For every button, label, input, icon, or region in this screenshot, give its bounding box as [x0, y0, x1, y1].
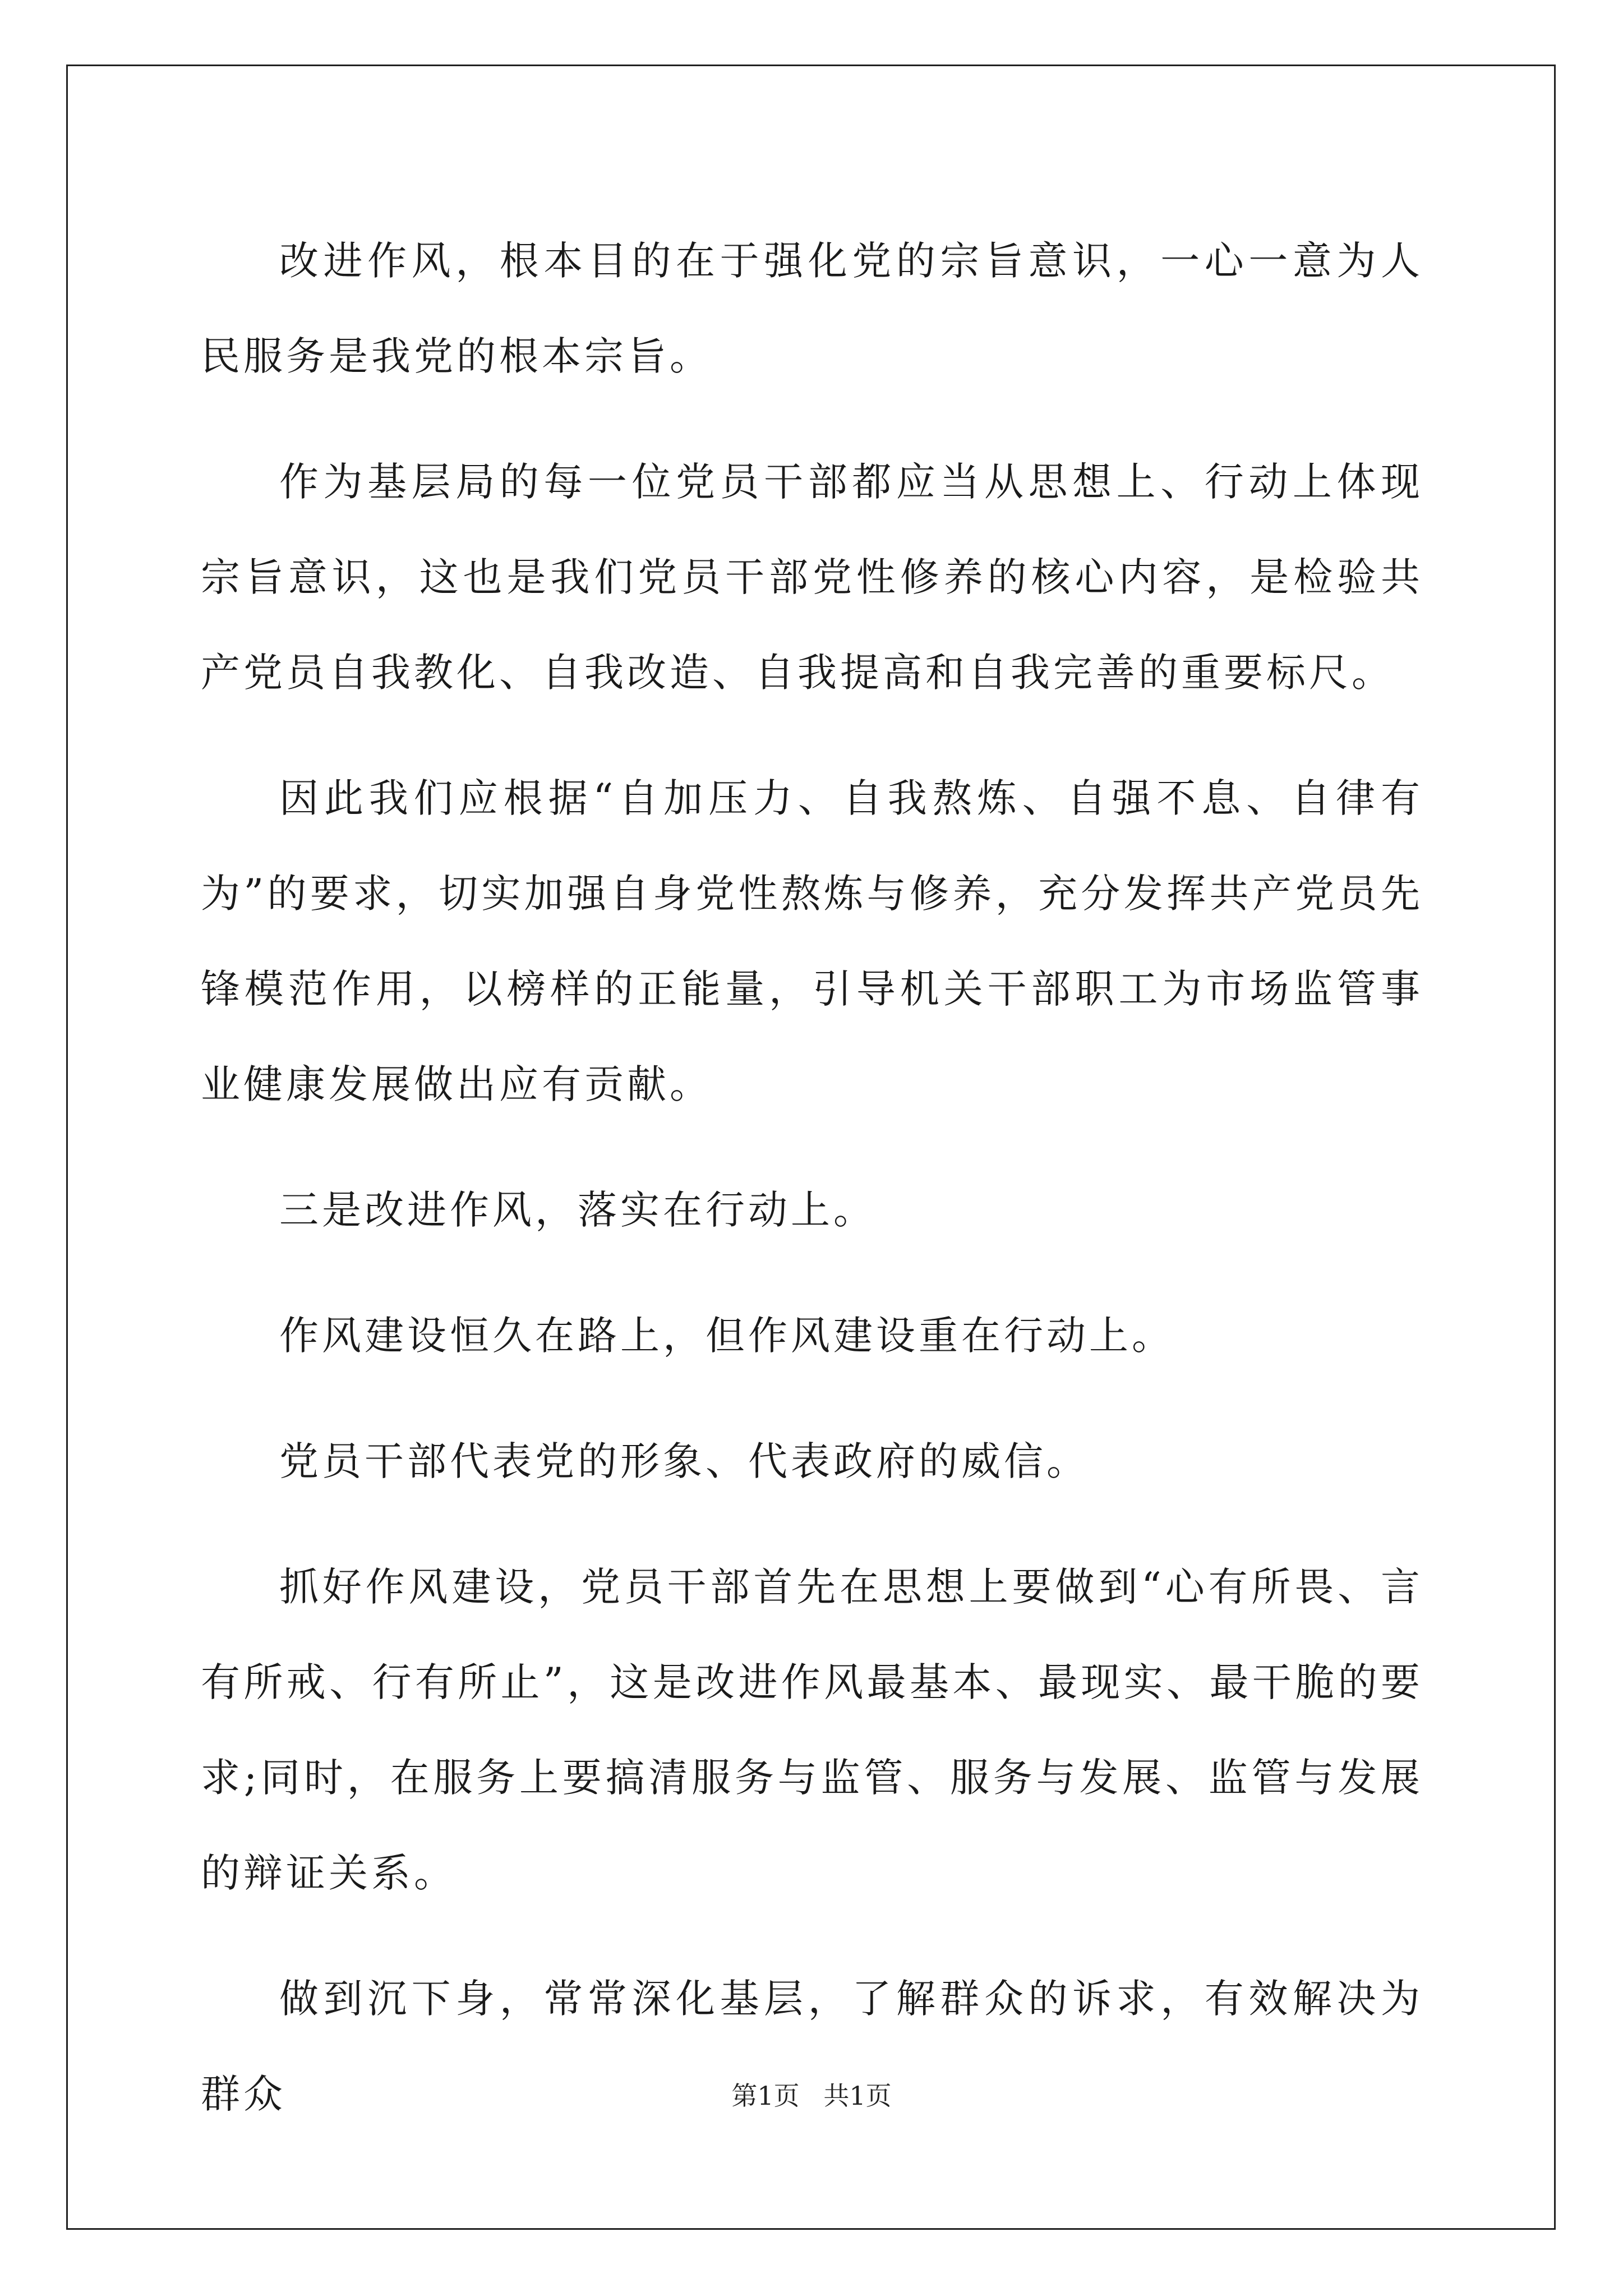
- page-footer: [0, 2076, 1623, 2113]
- paragraph: 作为基层局的每一位党员干部都应当从思想上、行动上体现宗旨意识，这也是我们党员干部党性修养的核心内容，是检验共产党员自我教化、自我改造、自我提高和自我完善的重要标尺。: [201, 459, 1423, 696]
- document-body: [201, 213, 1423, 2172]
- paragraph: 党员干部代表党的形象、代表政府的威信。: [279, 1438, 1089, 1484]
- paragraph: 三是改进作风，落实在行动上。: [279, 1187, 876, 1233]
- paragraph: 作风建设恒久在路上，但作风建设重在行动上。: [279, 1313, 1174, 1359]
- paragraph: 抓好作风建设，党员干部首先在思想上要做到“心有所畏、言有所戒、行有所止”，这是改进作风最基本、最现实、最干脆的要求;同时，在服务上要搞清服务与监管、服务与发展、监管与发展的辩证关系。: [201, 1564, 1423, 1896]
- paragraph: 因此我们应根据“自加压力、自我熬炼、自强不息、自律有为”的要求，切实加强自身党性熬炼与修养，充分发挥共产党员先锋模范作用，以榜样的正能量，引导机关干部职工为市场监管事业健康发展做出应有贡献。: [201, 775, 1423, 1107]
- paragraph: 做到沉下身，常常深化基层，了解群众的诉求，有效解决为群众: [201, 1976, 1423, 2117]
- page-number-total: 共1页: [823, 2081, 892, 2111]
- paragraph: 改进作风，根本目的在于强化党的宗旨意识，一心一意为人民服务是我党的根本宗旨。: [201, 238, 1423, 379]
- page-number-current: 第1页: [731, 2081, 800, 2111]
